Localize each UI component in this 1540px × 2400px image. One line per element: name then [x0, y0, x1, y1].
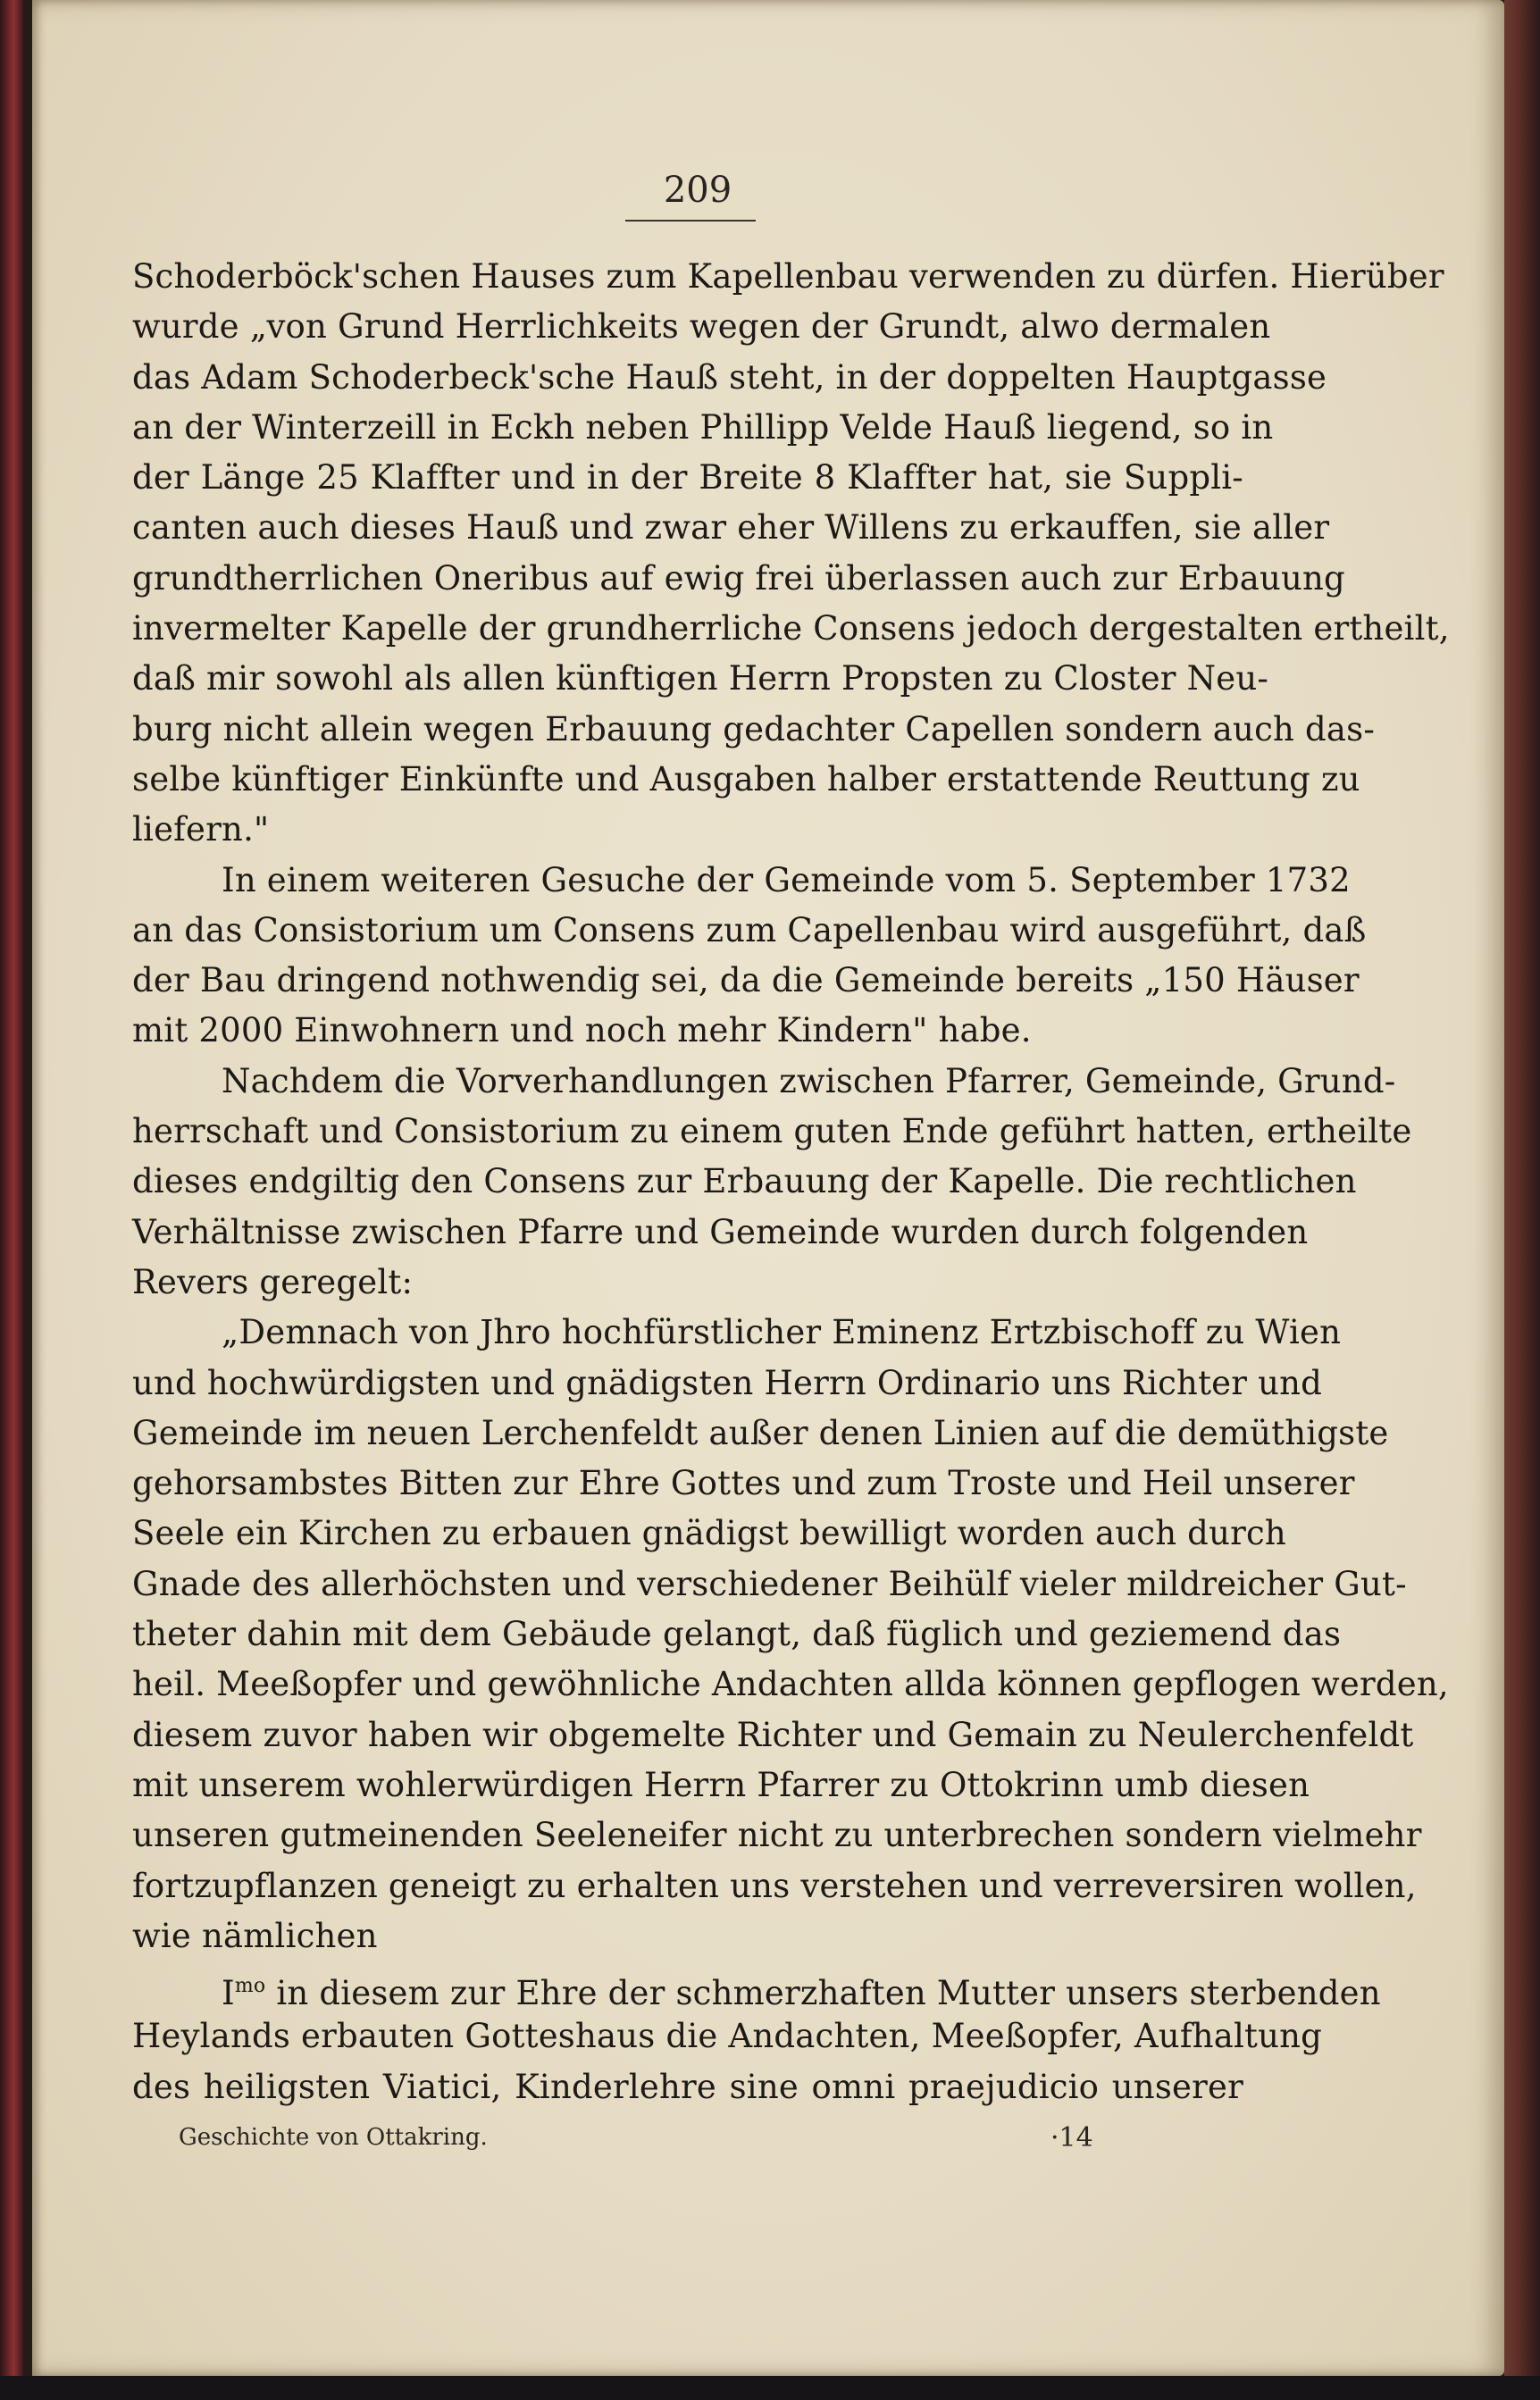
gutter-shadow	[23, 0, 32, 2400]
text-line: der Bau dringend nothwendig sei, da die Gemeinde bereits „150 Häuser	[132, 961, 1360, 1000]
text-line: Heylands erbauten Gotteshaus die Andachten, Meeßopfer, Aufhaltung	[132, 2017, 1323, 2056]
text-line: unseren gutmeinenden Seeleneifer nicht zu unterbrechen sondern vielmehr	[132, 1816, 1422, 1855]
text-line: Gemeinde im neuen Lerchenfeldt außer denen Linien auf die demüthigste	[132, 1413, 1389, 1452]
text-line: diesem zuvor haben wir obgemelte Richter und Gemain zu Neulerchenfeldt	[132, 1715, 1414, 1754]
text-line: In einem weiteren Gesuche der Gemeinde vom 5. September 1732	[222, 860, 1351, 899]
text-line-rest: in diesem zur Ehre der schmerzhaften Mutter unsers sterbenden	[276, 1974, 1381, 2013]
text-line: an das Consistorium um Consens zum Capellenbau wird ausgeführt, daß	[132, 910, 1367, 949]
text-line: der Länge 25 Klaffter und in der Breite 8 Klaffter hat, sie Suppli-	[132, 458, 1243, 498]
book-spine	[0, 0, 23, 2400]
text-line: Revers geregelt:	[132, 1262, 414, 1301]
footer-title: Geschichte von Ottakring.	[179, 2124, 488, 2151]
page-number-rule	[625, 220, 756, 222]
text-line: canten auch dieses Hauß und zwar eher Willens zu erkauffen, sie aller	[132, 508, 1330, 548]
text-line: heil. Meeßopfer und gewöhnliche Andachten allda können gepflogen werden,	[132, 1665, 1449, 1704]
text-line: daß mir sowohl als allen künftigen Herrn Propsten zu Closter Neu-	[132, 659, 1269, 698]
text-line: burg nicht allein wegen Erbauung gedachter Capellen sondern auch das-	[132, 709, 1376, 748]
text-line: Gnade des allerhöchsten und verschiedener Beihülf vieler mildreicher Gut-	[132, 1564, 1407, 1603]
text-line: liefern."	[132, 810, 270, 849]
text-line: mit 2000 Einwohnern und noch mehr Kindern" habe.	[132, 1011, 1032, 1050]
text-line: invermelter Kapelle der grundherrliche Consens jedoch dergestalten ertheilt,	[132, 609, 1450, 648]
text-line: theter dahin mit dem Gebäude gelangt, daß füglich und geziemend das	[132, 1615, 1342, 1654]
background-band	[0, 2376, 1540, 2400]
text-line: fortzupflanzen geneigt zu erhalten uns verstehen und verreversiren wollen,	[132, 1866, 1417, 1905]
page-edge	[1504, 0, 1540, 2400]
text-line: gehorsambstes Bitten zur Ehre Gottes und zum Troste und Heil unserer	[132, 1464, 1355, 1503]
text-line: Nachdem die Vorverhandlungen zwischen Pfarrer, Gemeinde, Grund-	[222, 1061, 1396, 1100]
text-line: das Adam Schoderbeck'sche Hauß steht, in der doppelten Hauptgasse	[132, 357, 1327, 397]
text-line: des heiligsten Viatici, Kinderlehre sine omni praejudicio unserer	[132, 2067, 1243, 2106]
text-line: mit unserem wohlerwürdigen Herrn Pfarrer zu Ottokrinn umb diesen	[132, 1765, 1310, 1804]
ordinal-numeral: $I^{mo}$	[222, 1974, 266, 2013]
page-number: 209	[663, 170, 732, 211]
body-text	[132, 252, 1450, 2112]
text-line: Schoderböck'schen Hauses zum Kapellenbau verwenden zu dürfen. Hierüber	[132, 257, 1444, 296]
text-line: und hochwürdigsten und gnädigsten Herrn Ordinario uns Richter und	[132, 1363, 1323, 1402]
footer-signature: ·14	[1050, 2122, 1093, 2153]
text-line: Seele ein Kirchen zu erbauen gnädigst bewilligt worden auch durch	[132, 1514, 1286, 1553]
text-line: selbe künftiger Einkünfte und Ausgaben halber erstattende Reuttung zu	[132, 759, 1360, 799]
text-line-numeral	[132, 1961, 1381, 2013]
text-line: dieses endgiltig den Consens zur Erbauung der Kapelle. Die rechtlichen	[132, 1162, 1357, 1201]
text-line: grundtherrlichen Oneribus auf ewig frei überlassen auch zur Erbauung	[132, 558, 1345, 598]
text-line: „Demnach von Jhro hochfürstlicher Eminenz Ertzbischoff zu Wien	[222, 1313, 1342, 1352]
text-line: herrschaft und Consistorium zu einem guten Ende geführt hatten, ertheilte	[132, 1112, 1412, 1151]
text-line: Verhältnisse zwischen Pfarre und Gemeinde wurden durch folgenden	[132, 1212, 1309, 1251]
text-line: an der Winterzeill in Eckh neben Phillipp Velde Hauß liegend, so in	[132, 407, 1274, 447]
text-line: wurde „von Grund Herrlichkeits wegen der Grundt, alwo dermalen	[132, 307, 1271, 347]
text-line: wie nämlichen	[132, 1916, 378, 1955]
